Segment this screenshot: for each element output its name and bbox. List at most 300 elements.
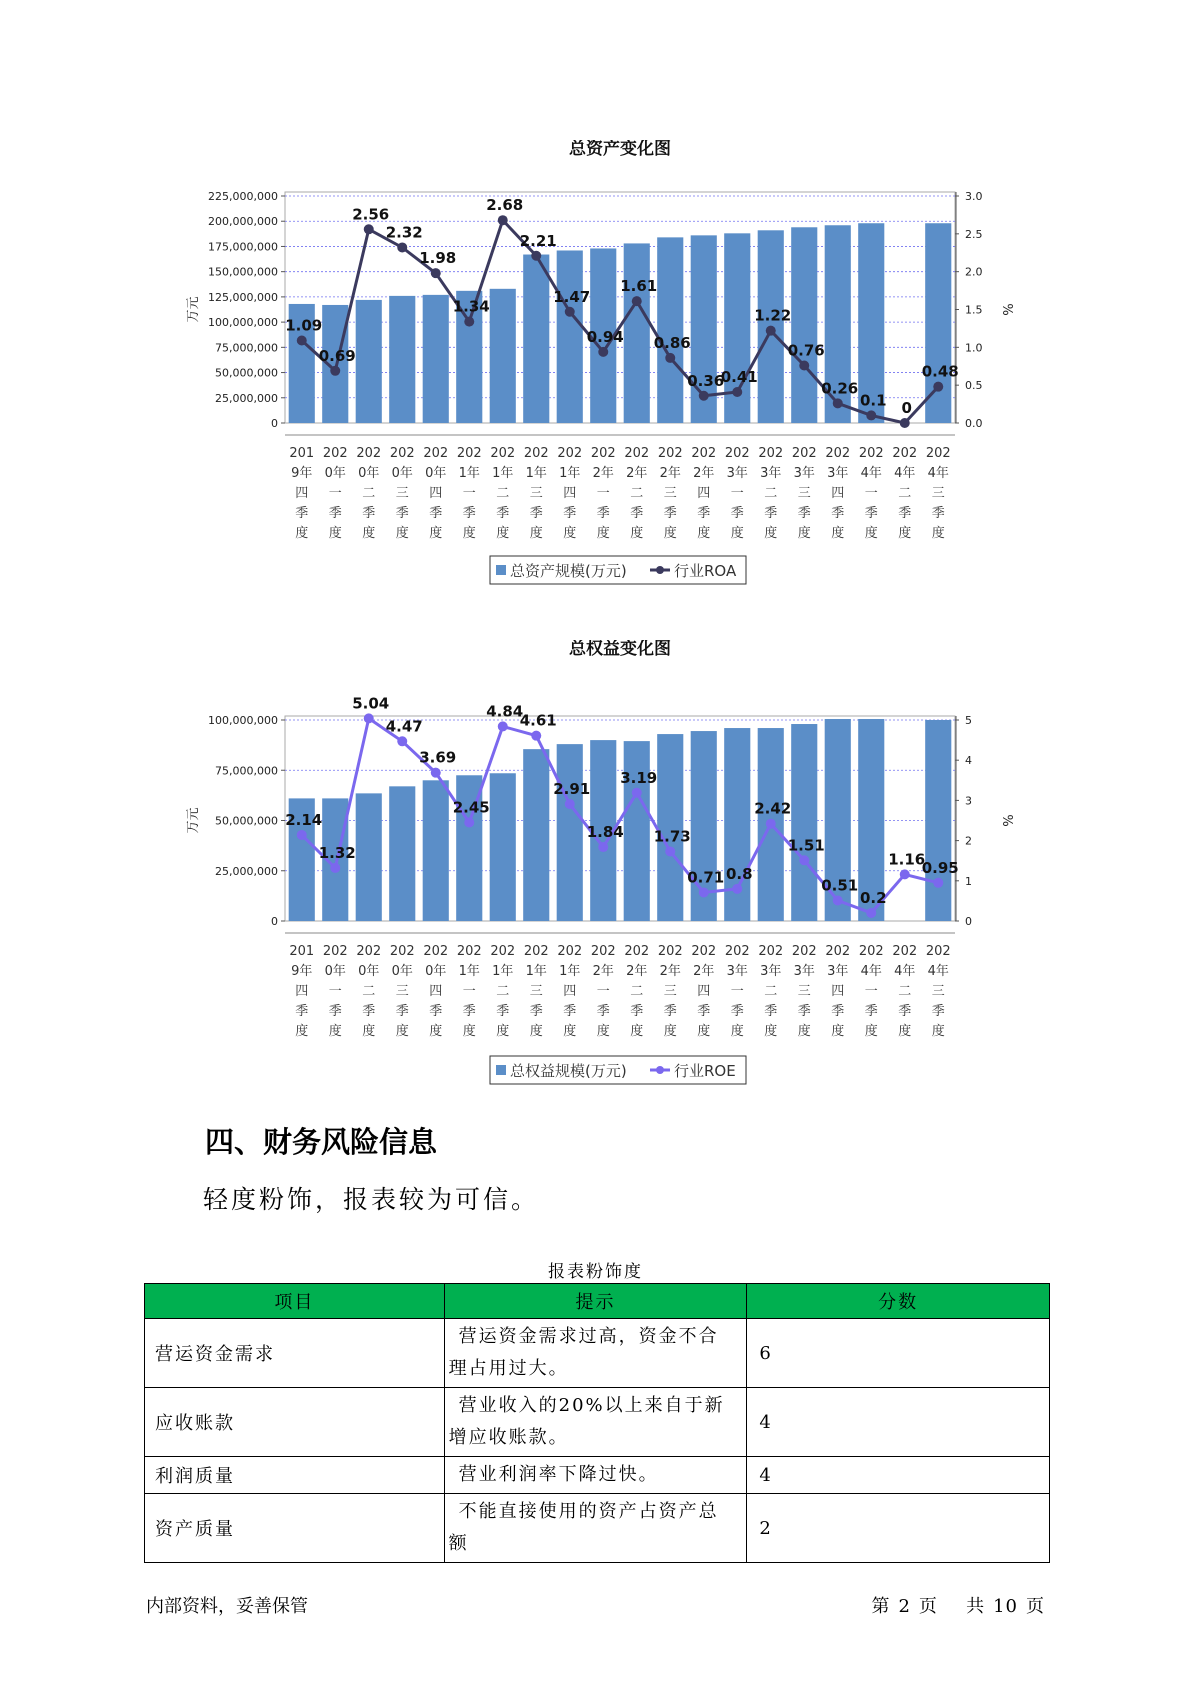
x-tick-label: 202 [490,944,516,959]
x-tick-label: 202 [557,446,583,461]
x-tick-label: 202 [758,944,784,959]
x-tick-label: 季 [864,1004,878,1019]
x-tick-label: 四 [295,984,309,999]
x-tick-label: 202 [758,446,784,461]
x-tick-label: 202 [456,944,482,959]
line-point [565,307,575,317]
y2-tick-label: 3.0 [965,190,983,203]
y-axis-label: 万元 [186,296,201,323]
data-label: 0.48 [921,362,959,381]
x-tick-label: 二 [898,984,912,999]
bar [490,289,516,423]
x-tick-label: 202 [858,944,884,959]
line-point [330,863,340,873]
footer-page-info [867,1592,1049,1618]
bar [423,780,449,921]
x-tick-label: 0年 [324,964,346,979]
data-label: 0.94 [586,327,624,346]
y-tick-label: 50,000,000 [215,814,278,828]
x-tick-label: 季 [295,1004,309,1019]
x-tick-label: 一 [596,486,610,501]
y-tick-label: 150,000,000 [208,265,278,279]
line-point [766,326,776,336]
table-row [145,1388,1050,1457]
x-tick-label: 度 [328,1024,342,1039]
x-tick-label: 202 [925,446,951,461]
x-tick-label: 季 [630,1004,644,1019]
x-tick-label: 202 [892,944,918,959]
x-tick-label: 2年 [592,466,614,481]
x-tick-label: 202 [423,446,449,461]
total-assets-chart [0,140,1191,600]
x-tick-label: 季 [931,1004,945,1019]
line-point [297,830,307,840]
y-tick-label: 225,000,000 [208,190,278,203]
x-tick-label: 3年 [827,964,849,979]
row-score: 2 [747,1494,1050,1563]
x-tick-label: 3年 [760,964,782,979]
x-tick-label: 四 [563,486,577,501]
x-tick-label: 二 [764,486,778,501]
x-tick-label: 度 [764,526,778,541]
x-tick-label: 度 [864,526,878,541]
y2-tick-label: 0.5 [965,379,983,393]
x-tick-label: 一 [864,984,878,999]
x-tick-label: 度 [596,1024,610,1039]
row-hint: 营业收入的20%以上来自于新增应收账款。 [444,1388,747,1457]
x-tick-label: 202 [657,446,683,461]
data-label: 1.16 [888,850,926,869]
data-label: 2.21 [519,231,557,250]
x-tick-label: 季 [563,1004,577,1019]
x-tick-label: 三 [797,486,811,501]
y-tick-label: 125,000,000 [208,290,278,304]
x-tick-label: 4年 [927,964,949,979]
x-tick-label: 四 [295,486,309,501]
x-tick-label: 202 [925,944,951,959]
x-tick-label: 202 [657,944,683,959]
row-hint: 不能直接使用的资产占资产总额 [444,1494,747,1563]
line-point [799,855,809,865]
window-dressing-table [144,1283,1050,1563]
x-tick-label: 202 [858,446,884,461]
x-tick-label: 季 [496,1004,510,1019]
x-tick-label: 3年 [827,466,849,481]
data-label: 0.36 [687,371,725,390]
x-tick-label: 0年 [391,964,413,979]
data-label: 2.45 [452,798,490,817]
y-tick-label: 100,000,000 [208,316,278,330]
line-point [866,908,876,918]
x-tick-label: 201 [289,446,315,461]
y2-axis-label: % [999,814,1014,827]
x-tick-label: 季 [898,506,912,521]
line-point [699,391,709,401]
chart-title: 总资产变化图 [569,140,671,159]
x-tick-label: 201 [289,944,315,959]
line-point [397,242,407,252]
x-tick-label: 度 [630,526,644,541]
legend-bar-label: 总资产规模(万元) [510,562,627,580]
x-tick-label: 四 [831,984,845,999]
x-tick-label: 季 [295,506,309,521]
x-tick-label: 季 [563,506,577,521]
x-tick-label: 度 [563,1024,577,1039]
x-tick-label: 1年 [492,466,514,481]
bar [557,250,583,423]
x-tick-label: 四 [831,486,845,501]
x-tick-label: 202 [590,446,616,461]
x-tick-label: 202 [523,944,549,959]
x-tick-label: 202 [322,446,348,461]
data-label: 4.47 [385,717,423,736]
x-tick-label: 202 [724,446,750,461]
x-tick-label: 度 [328,526,342,541]
line-point [498,215,508,225]
line-point [732,884,742,894]
row-score: 4 [747,1457,1050,1494]
header-hint: 提示 [444,1284,747,1319]
x-tick-label: 202 [389,446,415,461]
line-point [900,869,910,879]
row-item: 营运资金需求 [145,1319,445,1388]
x-tick-label: 季 [764,506,778,521]
line-point [732,387,742,397]
x-tick-label: 0年 [425,466,447,481]
data-label: 2.42 [754,799,792,818]
x-tick-label: 1年 [559,466,581,481]
data-label: 4.61 [519,711,557,730]
x-tick-label: 2年 [592,964,614,979]
x-tick-label: 1年 [458,964,480,979]
x-tick-label: 度 [462,1024,476,1039]
x-tick-label: 0年 [391,466,413,481]
x-tick-label: 季 [462,1004,476,1019]
x-tick-label: 2年 [693,466,715,481]
x-tick-label: 二 [630,984,644,999]
x-tick-label: 度 [395,1024,409,1039]
x-tick-label: 202 [456,446,482,461]
x-tick-label: 0年 [358,466,380,481]
x-tick-label: 度 [362,1024,376,1039]
x-tick-label: 三 [529,486,543,501]
bar [356,793,382,921]
x-tick-label: 0年 [425,964,447,979]
y-tick-label: 175,000,000 [208,240,278,254]
x-tick-label: 季 [797,1004,811,1019]
data-label: 0.2 [859,888,887,907]
data-label: 0.1 [859,391,887,410]
x-tick-label: 一 [596,984,610,999]
x-tick-label: 度 [864,1024,878,1039]
x-tick-label: 0年 [358,964,380,979]
x-tick-label: 二 [898,486,912,501]
x-tick-label: 季 [429,506,443,521]
x-tick-label: 度 [429,526,443,541]
y-tick-label: 25,000,000 [215,391,278,405]
line-point [632,788,642,798]
x-tick-label: 季 [797,506,811,521]
line-point [498,721,508,731]
risk-summary: 轻度粉饰，报表较为可信。 [203,1185,540,1214]
x-tick-label: 202 [322,944,348,959]
data-label: 1.84 [586,823,624,842]
row-hint: 营业利润率下降过快。 [444,1457,747,1494]
bar [356,300,382,423]
bar [523,749,549,921]
legend-bar-swatch [496,565,506,575]
x-tick-label: 二 [362,486,376,501]
x-tick-label: 三 [931,486,945,501]
data-label: 1.22 [754,306,792,325]
chart-title: 总权益变化图 [569,640,671,659]
x-tick-label: 四 [563,984,577,999]
x-tick-label: 季 [630,506,644,521]
x-tick-label: 二 [496,486,510,501]
legend-bar-swatch [496,1065,506,1075]
data-label: 2.14 [285,810,323,829]
x-tick-label: 度 [596,526,610,541]
x-tick-label: 一 [328,984,342,999]
y2-axis-label: % [999,303,1014,316]
line-point [431,768,441,778]
data-label: 1.61 [620,277,658,296]
y2-tick-label: 5 [965,714,972,727]
data-label: 2.68 [486,196,524,215]
y-tick-label: 100,000,000 [208,714,278,727]
legend-line-label: 行业ROE [674,1062,736,1080]
table-row [145,1457,1050,1494]
x-tick-label: 202 [356,944,382,959]
x-tick-label: 二 [496,984,510,999]
x-tick-label: 二 [362,984,376,999]
data-label: 0.76 [787,341,825,360]
data-label: 0.95 [921,858,959,877]
line-point [464,317,474,327]
x-tick-label: 季 [395,506,409,521]
y2-tick-label: 1.5 [965,303,983,317]
data-label: 0.41 [720,367,758,386]
x-tick-label: 0年 [324,466,346,481]
bar [791,227,817,423]
x-tick-label: 度 [496,526,510,541]
x-tick-label: 三 [395,984,409,999]
x-tick-label: 四 [429,984,443,999]
bar [925,223,951,423]
line-point [665,846,675,856]
bar [523,255,549,423]
data-label: 1.32 [318,843,356,862]
y-tick-label: 75,000,000 [215,341,278,355]
data-label: 2.91 [553,780,591,799]
bar [557,744,583,921]
x-tick-label: 2年 [626,964,648,979]
row-score: 6 [747,1319,1050,1388]
line-point [598,842,608,852]
x-tick-label: 4年 [927,466,949,481]
line-point [397,736,407,746]
y-tick-label: 0 [271,417,278,430]
x-tick-label: 度 [395,526,409,541]
x-tick-label: 三 [663,486,677,501]
legend-line-dot [656,1066,664,1074]
x-tick-label: 季 [496,506,510,521]
row-item: 资产质量 [145,1494,445,1563]
line-point [833,895,843,905]
x-tick-label: 度 [931,526,945,541]
data-label: 5.04 [352,694,390,713]
x-tick-label: 202 [825,944,851,959]
data-label: 1.73 [653,827,691,846]
y2-tick-label: 0.0 [965,417,983,430]
x-tick-label: 季 [831,506,845,521]
row-item: 应收账款 [145,1388,445,1457]
x-tick-label: 1年 [492,964,514,979]
y-tick-label: 200,000,000 [208,215,278,229]
x-tick-label: 202 [624,944,650,959]
x-tick-label: 季 [864,506,878,521]
data-label: 3.19 [620,768,658,787]
line-point [866,410,876,420]
data-label: 0 [901,399,912,417]
line-point [565,799,575,809]
data-label: 0.26 [821,379,859,398]
line-point [531,731,541,741]
y2-tick-label: 4 [965,754,972,768]
bar [791,724,817,921]
page-prefix: 第 [871,1596,891,1617]
x-tick-label: 202 [691,944,717,959]
x-tick-label: 度 [429,1024,443,1039]
x-tick-label: 1年 [559,964,581,979]
x-tick-label: 3年 [793,466,815,481]
x-tick-label: 季 [529,1004,543,1019]
x-tick-label: 202 [691,446,717,461]
x-tick-label: 度 [529,1024,543,1039]
y2-tick-label: 2 [965,834,972,848]
x-tick-label: 二 [764,984,778,999]
x-tick-label: 三 [529,984,543,999]
x-tick-label: 度 [295,526,309,541]
x-tick-label: 季 [596,1004,610,1019]
y-tick-label: 50,000,000 [215,366,278,380]
data-label: 0.8 [725,864,753,883]
x-tick-label: 季 [328,506,342,521]
x-tick-label: 度 [496,1024,510,1039]
data-label: 0.71 [687,868,725,887]
x-tick-label: 一 [730,984,744,999]
x-tick-label: 一 [462,984,476,999]
line-point [431,268,441,278]
y2-tick-label: 1.0 [965,341,983,355]
bar [657,237,683,423]
x-tick-label: 1年 [525,964,547,979]
line-point [665,353,675,363]
x-tick-label: 202 [624,446,650,461]
x-tick-label: 4年 [894,964,916,979]
legend-bar-label: 总权益规模(万元) [510,1062,627,1080]
y-tick-label: 75,000,000 [215,764,278,778]
x-tick-label: 季 [730,1004,744,1019]
line-point [933,382,943,392]
x-tick-label: 度 [529,526,543,541]
line-point [632,296,642,306]
y2-tick-label: 3 [965,794,972,808]
x-tick-label: 季 [328,1004,342,1019]
x-tick-label: 202 [724,944,750,959]
x-tick-label: 3年 [760,466,782,481]
line-point [464,818,474,828]
y-tick-label: 0 [271,915,278,928]
x-tick-label: 季 [730,506,744,521]
line-point [297,336,307,346]
x-tick-label: 3年 [793,964,815,979]
x-tick-label: 三 [395,486,409,501]
x-tick-label: 季 [697,506,711,521]
x-tick-label: 4年 [860,466,882,481]
x-tick-label: 3年 [726,466,748,481]
section-heading: 四、财务风险信息 [205,1125,438,1159]
x-tick-label: 度 [898,1024,912,1039]
y2-tick-label: 2.5 [965,227,983,241]
x-tick-label: 202 [557,944,583,959]
line-point [330,366,340,376]
data-label: 2.56 [352,205,390,224]
x-tick-label: 季 [898,1004,912,1019]
line-point [531,251,541,261]
x-tick-label: 三 [663,984,677,999]
x-tick-label: 3年 [726,964,748,979]
x-tick-label: 四 [429,486,443,501]
legend-line-label: 行业ROA [674,562,737,580]
bar [490,773,516,921]
legend-line-dot [656,566,664,574]
x-tick-label: 一 [462,486,476,501]
x-tick-label: 1年 [458,466,480,481]
table-caption: 报表粉饰度 [548,1262,643,1282]
data-label: 1.98 [419,249,457,268]
line-point [799,360,809,370]
x-tick-label: 季 [529,506,543,521]
x-tick-label: 202 [892,446,918,461]
table-header-row [145,1284,1050,1319]
data-label: 1.51 [787,836,825,855]
row-hint: 营运资金需求过高，资金不合理占用过大。 [444,1319,747,1388]
line-point [699,887,709,897]
total-equity-chart [0,640,1191,1100]
y-axis-label: 万元 [186,807,201,834]
x-tick-label: 度 [462,526,476,541]
line-point [900,418,910,428]
x-tick-label: 202 [825,446,851,461]
page-number: 2 [898,1596,911,1617]
x-tick-label: 季 [663,506,677,521]
x-tick-label: 度 [764,1024,778,1039]
x-tick-label: 9年 [291,964,313,979]
x-tick-label: 季 [395,1004,409,1019]
y2-tick-label: 0 [965,915,972,928]
x-tick-label: 9年 [291,466,313,481]
x-tick-label: 一 [730,486,744,501]
x-tick-label: 度 [831,1024,845,1039]
x-tick-label: 度 [831,526,845,541]
bar [423,295,449,423]
x-tick-label: 三 [797,984,811,999]
x-tick-label: 三 [931,984,945,999]
line-point [933,878,943,888]
data-label: 0.69 [318,346,356,365]
data-label: 1.47 [553,287,591,306]
